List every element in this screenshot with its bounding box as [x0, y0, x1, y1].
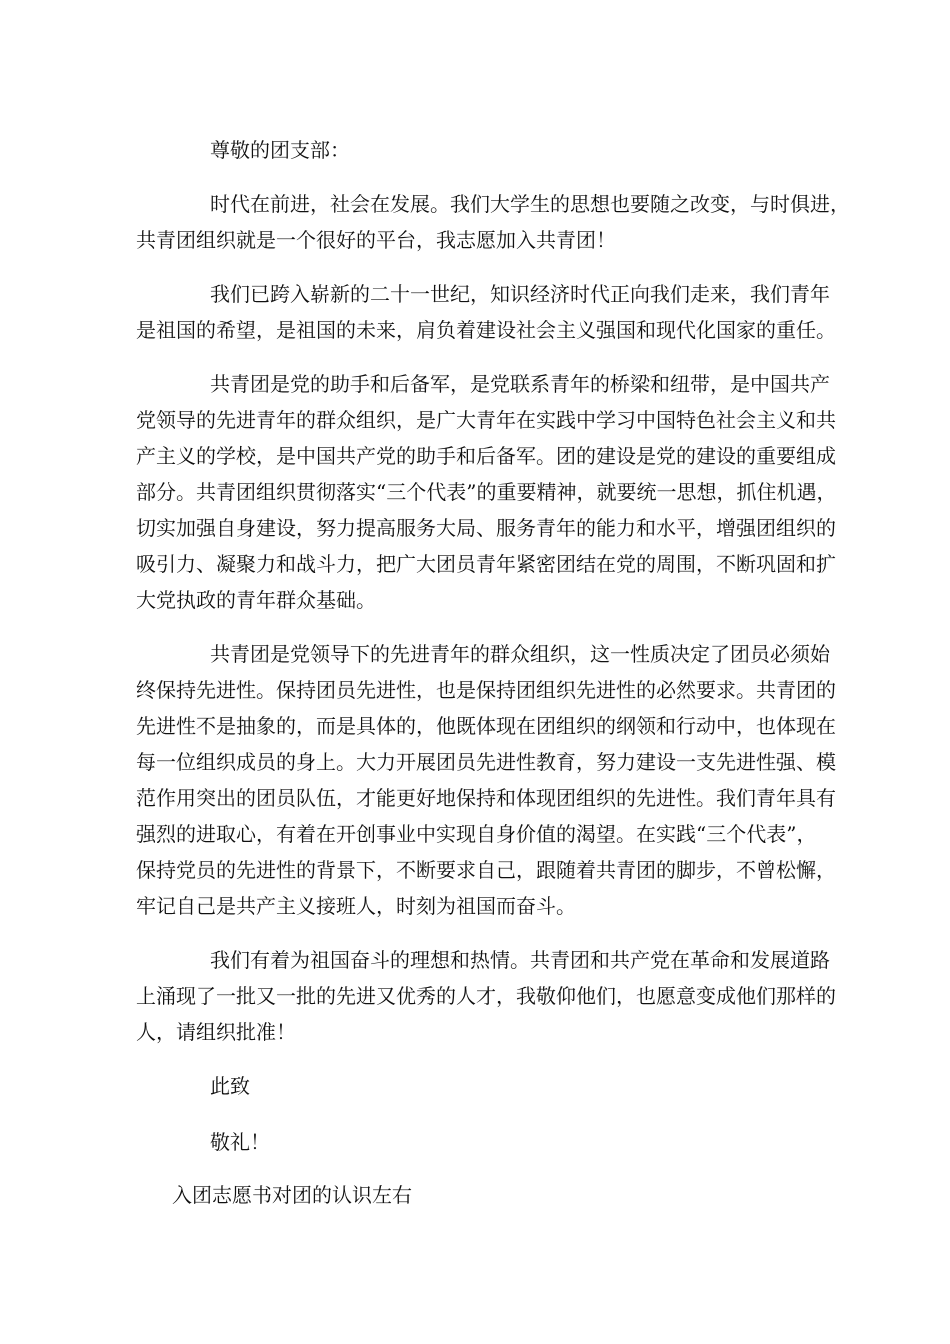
- paragraph-3-line-3: 产主义的学校，是中国共产党的助手和后备军。团的建设是党的建设的重要组成: [136, 444, 836, 468]
- paragraph-4-line-8: 牢记自己是共产主义接班人，时刻为祖国而奋斗。: [136, 894, 576, 918]
- paragraph-5-line-1: 我们有着为祖国奋斗的理想和热情。共青团和共产党在革命和发展道路: [210, 948, 830, 972]
- closing-ci-zhi: 此致: [210, 1074, 250, 1098]
- paragraph-1-line-2: 共青团组织就是一个很好的平台，我志愿加入共青团！: [136, 228, 616, 252]
- paragraph-4-line-3: 先进性不是抽象的，而是具体的，他既体现在团组织的纲领和行动中，也体现在: [136, 714, 836, 738]
- paragraph-4-line-6: 强烈的进取心，有着在开创事业中实现自身价值的渴望。在实践“三个代表”，: [136, 822, 817, 846]
- paragraph-3-line-6: 吸引力、凝聚力和战斗力，把广大团员青年紧密团结在党的周围，不断巩固和扩: [136, 552, 836, 576]
- paragraph-4-line-7: 保持党员的先进性的背景下，不断要求自己，跟随着共青团的脚步，不曾松懈，: [136, 858, 836, 882]
- footer-title: 入团志愿书对团的认识左右: [172, 1183, 412, 1207]
- paragraph-4-line-1: 共青团是党领导下的先进青年的群众组织，这一性质决定了团员必须始: [210, 642, 830, 666]
- paragraph-2-line-1: 我们已跨入崭新的二十一世纪，知识经济时代正向我们走来，我们青年: [210, 282, 830, 306]
- paragraph-5-line-3: 人，请组织批准！: [136, 1020, 296, 1044]
- paragraph-5-line-2: 上涌现了一批又一批的先进又优秀的人才，我敬仰他们，也愿意变成他们那样的: [136, 984, 836, 1008]
- paragraph-3-line-2: 党领导的先进青年的群众组织，是广大青年在实践中学习中国特色社会主义和共: [136, 408, 836, 432]
- paragraph-4-line-4: 每一位组织成员的身上。大力开展团员先进性教育，努力建设一支先进性强、模: [136, 750, 836, 774]
- salutation: 尊敬的团支部：: [210, 138, 350, 162]
- paragraph-1-line-1: 时代在前进，社会在发展。我们大学生的思想也要随之改变，与时俱进，: [210, 192, 850, 216]
- paragraph-4-line-5: 范作用突出的团员队伍，才能更好地保持和体现团组织的先进性。我们青年具有: [136, 786, 836, 810]
- paragraph-3-line-5: 切实加强自身建设，努力提高服务大局、服务青年的能力和水平，增强团组织的: [136, 516, 836, 540]
- closing-jing-li: 敬礼！: [210, 1130, 270, 1154]
- paragraph-3-line-7: 大党执政的青年群众基础。: [136, 588, 376, 612]
- paragraph-4-line-2: 终保持先进性。保持团员先进性，也是保持团组织先进性的必然要求。共青团的: [136, 678, 836, 702]
- paragraph-2-line-2: 是祖国的希望，是祖国的未来，肩负着建设社会主义强国和现代化国家的重任。: [136, 318, 836, 342]
- paragraph-3-line-4: 部分。共青团组织贯彻落实“三个代表”的重要精神，就要统一思想，抓住机遇，: [136, 480, 837, 504]
- paragraph-3-line-1: 共青团是党的助手和后备军，是党联系青年的桥梁和纽带，是中国共产: [210, 372, 830, 396]
